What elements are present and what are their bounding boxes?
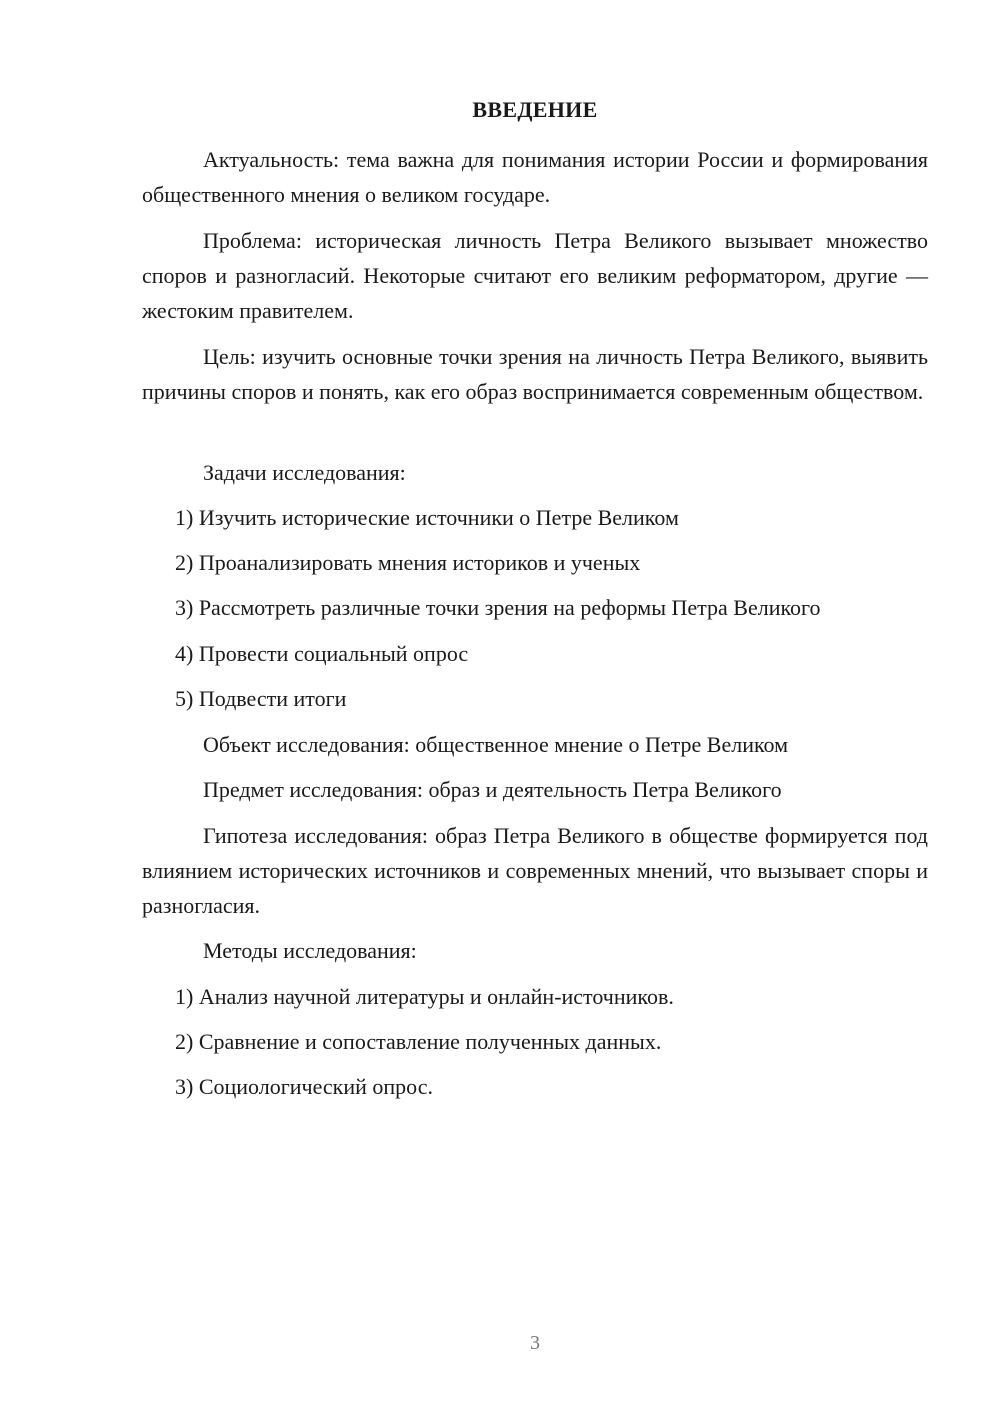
section-heading: ВВЕДЕНИЕ [472, 97, 598, 122]
problem-paragraph: Проблема: историческая личность Петра Великого вызывает множество споров и разногласий. Некоторые считают его великим реформатором, другие — жестоким правителем. [142, 228, 928, 323]
task-item: 4) Провести социальный опрос [175, 641, 469, 666]
object-paragraph: Объект исследования: общественное мнение о Петре Великом [203, 732, 789, 757]
hypothesis-paragraph: Гипотеза исследования: образ Петра Великого в обществе формируется под влиянием исторических источников и современных мнений, что вызывает споры и разногласия. [142, 823, 928, 918]
subject-paragraph: Предмет исследования: образ и деятельность Петра Великого [203, 777, 782, 802]
method-item: 2) Сравнение и сопоставление полученных данных. [175, 1029, 662, 1054]
page-number: 3 [530, 1332, 540, 1354]
method-item: 1) Анализ научной литературы и онлайн-источников. [175, 984, 674, 1009]
task-item: 1) Изучить исторические источники о Петре Великом [175, 505, 679, 530]
task-item: 5) Подвести итоги [175, 686, 347, 711]
method-item: 3) Социологический опрос. [175, 1074, 433, 1099]
relevance-paragraph: Актуальность: тема важна для понимания истории России и формирования общественного мнения о великом государе. [142, 147, 928, 207]
tasks-title: Задачи исследования: [203, 460, 406, 485]
task-item: 3) Рассмотреть различные точки зрения на реформы Петра Великого [175, 595, 821, 620]
task-item: 2) Проанализировать мнения историков и ученых [175, 550, 641, 575]
methods-title: Методы исследования: [203, 938, 417, 963]
goal-paragraph: Цель: изучить основные точки зрения на личность Петра Великого, выявить причины споров и понять, как его образ воспринимается современным обществом. [142, 344, 928, 404]
